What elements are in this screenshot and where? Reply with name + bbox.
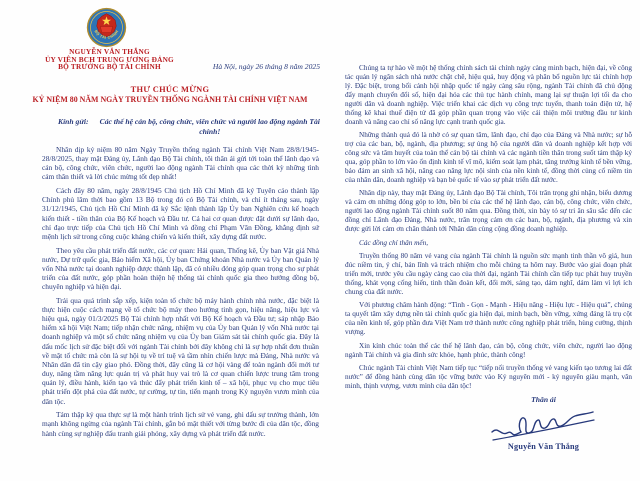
- letterhead: [22, 48, 197, 71]
- signer-name: Nguyễn Văn Thắng: [507, 441, 580, 451]
- body-paragraph: Theo yêu cầu phát triển đất nước, các cơ quan: Hải quan, Thống kê, Ủy ban Vật giá Nhà nước, Dự trữ quốc gia, Bảo hiểm Xã hội, Ủy ban Chứng khoán Nhà nước và Ủy ban Quản lý vốn Nhà nước tại doanh nghiệp được thành lập, đã có nhiều đóng góp quan trọng cho sự phát triển của đất nước, góp phần hoàn thiện hệ thống tài chính quốc gia theo hướng đồng bộ, chuyên nghiệp và hiện đại.: [42, 245, 319, 292]
- salutation-label: Kính gửi:: [58, 117, 89, 126]
- sender-name: NGUYỄN VĂN THẮNG: [69, 47, 150, 56]
- dateline: Hà Nội, ngày 26 tháng 8 năm 2025: [212, 62, 320, 71]
- body-paragraph: Cách đây 80 năm, ngày 28/8/1945 Chủ tịch Hồ Chí Minh đã ký Tuyên cáo thành lập Chính phủ lâm thời bao gồm 13 Bộ trong đó có Bộ Tài chính, và chỉ ít tháng sau, ngày 31/12/1945, Chủ tịch Hồ Chí Minh đã ký Sắc lệnh thành lập Ủy ban Nghiên cứu kế hoạch kiến thiết - tiền thân của Bộ Kế hoạch và Đầu tư. Cả hai cơ quan được đặt dưới sự lãnh đạo, chỉ đạo trực tiếp của Chủ tịch Hồ Chí Minh và đồng chí Phạm Văn Đồng, khẳng định sứ mệnh lịch sử trong công cuộc kháng chiến và kiến thiết, xây dựng đất nước.: [42, 186, 319, 241]
- salutation-text: Các thế hệ cán bộ, công chức, viên chức và người lao động ngành Tài chính!: [99, 117, 320, 136]
- body-paragraph: Chúng ta tự hào về một hệ thống chính sách tài chính ngày càng minh bạch, hiện đại, về công tác quản lý ngân sách nhà nước chặt chẽ, hiệu quả, huy động và phân bổ nguồn lực tài chính hợp lý. Đặc biệt, trong bối cảnh hội nhập quốc tế ngày càng sâu rộng, ngành Tài chính đã chủ động đẩy mạnh chuyển đổi số, hiện đại hóa các thủ tục hành chính, mang lại sự thuận lợi tối đa cho người dân và doanh nghiệp. Việc triển khai các dịch vụ công trực tuyến, thanh toán điện tử, hệ thống kê khai thuế điện tử đã góp phần quan trọng vào việc cải thiện môi trường đầu tư kinh doanh và nâng cao chỉ số năng lực cạnh tranh quốc gia.: [345, 64, 632, 126]
- sender-role-minister: BỘ TRƯỞNG BỘ TÀI CHÍNH: [58, 62, 161, 72]
- title-line-1: THƯ CHÚC MỪNG: [130, 85, 210, 94]
- body-paragraph: Nhân dịp này, thay mặt Đảng ủy, Lãnh đạo Bộ Tài chính, Tôi trân trọng ghi nhận, biểu dương và cảm ơn những đóng góp to lớn, bền bỉ của các thế hệ lãnh đạo, cán bộ, công chức, viên chức, người lao động ngành Tài chính suốt 80 năm qua. Đồng thời, xin bày tỏ sự tri ân sâu sắc đến các đồng chí Lãnh đạo Đảng, Nhà nước, trân trọng cảm ơn các ban, bộ, ngành, địa phương và xin được gửi lời cảm ơn chân thành tới Nhân dân cùng cộng đồng doanh nghiệp.: [345, 189, 632, 234]
- body-paragraph: Chúc ngành Tài chính Việt Nam tiếp tục “tiếp nối truyền thống vẻ vang kiến tạo tương lai đất nước” để đồng hành cùng dân tộc vững bước vào Kỷ nguyên mới - kỷ nguyên giàu mạnh, văn minh, thịnh vượng, vươn mình của dân tộc!: [345, 364, 632, 390]
- sender-role-party: ỦY VIÊN BCH TRUNG ƯƠNG ĐẢNG: [45, 54, 174, 64]
- body-paragraph: Với phương châm hành động: “Tinh - Gọn - Mạnh - Hiệu năng - Hiệu lực - Hiệu quả”, chúng ta quyết tâm xây dựng nền tài chính quốc gia hiện đại, minh bạch, bền vững, xứng đáng là trụ cột của nền kinh tế, góp phần đưa Việt Nam trở thành nước công nghiệp phát triển, hùng cường, thịnh vượng.: [345, 301, 632, 337]
- emblem-arc-text: BỘ TÀI CHÍNH: [93, 29, 120, 40]
- closing-phrase: Thân ái: [531, 394, 556, 404]
- body-paragraph: Những thành quả đó là nhờ có sự quan tâm, lãnh đạo, chỉ đạo của Đảng và Nhà nước; sự hỗ trợ của các ban, bộ, ngành, địa phương; sự ủng hộ của người dân và doanh nghiệp kết hợp với công sức và tâm huyết của toàn thể cán bộ tài chính và các ngành tiền thân trong suốt tám thập kỷ qua, góp phần to lớn vào ổn định kinh tế vĩ mô, kiểm soát lạm phát, tăng trưởng kinh tế bền vững, bảo đảm an sinh xã hội, nâng cao năng lực nội sinh của nền kinh tế, đồng thời củng cố niềm tin của nhân dân, doanh nghiệp và bạn bè quốc tế vào sự phát triển đất nước.: [345, 131, 632, 184]
- title-line-2: KỶ NIỆM 80 NĂM NGÀY TRUYỀN THỐNG NGÀNH TÀI CHÍNH VIỆT NAM: [32, 95, 308, 104]
- salutation: [58, 117, 322, 136]
- body-paragraph: Trải qua quá trình sắp xếp, kiện toàn tổ chức bộ máy hành chính nhà nước, đặc biệt là thực hiện cuộc cách mạng về tổ chức bộ máy theo hướng tinh gọn, hiệu năng, hiệu lực và hiệu quả, ngày 01/3/2025 Bộ Tài chính hợp nhất với Bộ Kế hoạch và Đầu tư; sáp nhập Bảo hiểm xã hội Việt Nam; tiếp nhận chức năng, nhiệm vụ của Ủy ban Quản lý vốn Nhà nước tại doanh nghiệp và một số chức năng nhiệm vụ của Ủy ban Giám sát tài chính quốc gia. Đây là dấu mốc lịch sử đặc biệt đối với ngành Tài chính bởi đây không chỉ là sự hợp nhất đơn thuần về mặt tổ chức mà còn là sự hội tụ về trí tuệ và tầm nhìn chiến lược mà Đảng, Nhà nước và Nhân dân đã tin cậy giao phó. Đồng thời, đây cũng là cơ hội vàng để toàn ngành đổi mới tư duy, nâng tầm năng lực quản trị và phát huy vai trò là cơ quan chiến lược trung tâm trong quản lý, điều hành, kiến tạo và thúc đẩy phát triển kinh tế – xã hội, phục vụ cho mục tiêu phát triển đột phá của đất nước, tự cường, tự tin, tiến mạnh trong Kỷ nguyên vươn mình của dân tộc.: [42, 295, 319, 406]
- body-paragraph: Tám thập kỷ qua thực sự là một hành trình lịch sử vẻ vang, ghi dấu sự trưởng thành, lớn mạnh không ngừng của ngành Tài chính, gắn bó mật thiết với từng bước đi của dân tộc, đồng hành cùng sự nghiệp đấu tranh giải phóng, xây dựng và phát triển đất nước.: [42, 410, 319, 438]
- handwritten-signature: [488, 407, 600, 443]
- ministry-of-finance-emblem: [86, 7, 127, 48]
- emblem-drum: [100, 26, 112, 32]
- signoff-block: [345, 396, 632, 452]
- right-column: [345, 64, 632, 452]
- body-paragraph: Nhân dịp kỷ niệm 80 năm Ngày Truyền thống ngành Tài chính Việt Nam 28/8/1945-28/8/2025, thay mặt Đảng ủy, Lãnh đạo Bộ Tài chính, tôi thân ái gửi tới toàn thể lãnh đạo và cán bộ, công chức, viên chức, người lao động ngành Tài chính qua các thời kỳ những tình cảm thân thiết và lời chúc mừng tốt đẹp nhất!: [42, 145, 319, 182]
- letter-title: [12, 85, 328, 105]
- left-column: [42, 145, 319, 442]
- body-paragraph: Xin kính chúc toàn thể các thế hệ lãnh đạo, cán bộ, công chức, viên chức, người lao động ngành Tài chính và gia đình sức khỏe, hạnh phúc, thành công!: [345, 341, 632, 359]
- body-paragraph: Các đồng chí thân mến,: [359, 238, 429, 247]
- body-paragraph: Truyền thống 80 năm vẻ vang của ngành Tài chính là nguồn sức mạnh tinh thần vô giá, hun đúc niềm tin, ý chí, bản lĩnh và trách nhiệm cho mỗi chúng ta hôm nay. Bước vào giai đoạn phát triển mới, trước yêu cầu ngày càng cao của thời đại, ngành Tài chính cần tiếp tục phát huy truyền thống, khát vọng cống hiến, tinh thần đoàn kết, đổi mới, sáng tạo, dám nghĩ, dám làm vì lợi ích chung của đất nước.: [345, 252, 632, 296]
